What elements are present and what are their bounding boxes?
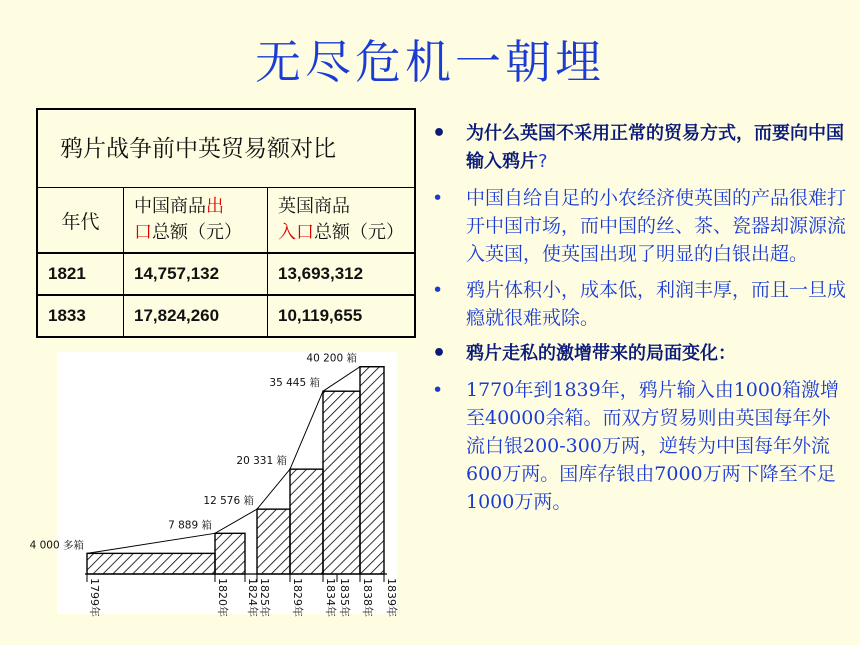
row-uk-import: 10,119,655 [278, 306, 363, 325]
header-china-text1: 中国商品 [134, 196, 206, 217]
table-caption: 鸦片战争前中英贸易额对比 [38, 110, 414, 188]
bar-5 [360, 367, 384, 574]
slide-title: 无尽危机一朝埋 [255, 35, 605, 89]
bullet-dot: • [432, 279, 444, 301]
tick-label: 1834年 [324, 578, 337, 617]
bar-value-label: 40 200 箱 [306, 352, 357, 365]
tick-label: 1829年 [291, 578, 304, 617]
bullet-dot: • [432, 121, 447, 146]
note-suffix: ? [538, 151, 548, 172]
header-uk-text1: 英国商品 [278, 196, 350, 217]
opium-chart-svg [29, 352, 398, 617]
bullet-dot: • [432, 379, 444, 401]
note-text: 1770年到1839年，鸦片输入由1000箱激增至40000余箱。而双方贸易则由英国每年外流白银200-300万两，逆转为中国每年外流600万两。国库存银由7000万两下降至不足1000万两。 [466, 379, 840, 513]
bullet-dot: • [432, 341, 447, 366]
header-china-red1: 出 [206, 196, 224, 217]
tick-label: 1839年 [385, 578, 398, 617]
tick-label: 1825年 [258, 578, 271, 617]
bar-value-label: 4 000 多箱 [29, 539, 84, 552]
tick-label: 1835年 [338, 578, 351, 617]
bar-value-label: 12 576 箱 [203, 495, 254, 508]
bar-value-label: 35 445 箱 [269, 377, 320, 390]
table-row [38, 254, 414, 296]
row-year: 1821 [38, 254, 124, 294]
row-china-export: 14,757,132 [124, 254, 268, 294]
note-reason-opium [428, 276, 848, 332]
opium-import-chart [29, 352, 398, 617]
note-changes-detail [428, 376, 848, 516]
bar-value-label: 20 331 箱 [236, 455, 287, 468]
bullet-dot: • [432, 187, 444, 209]
row-china-export: 17,824,260 [124, 296, 268, 336]
trade-comparison-table [36, 108, 416, 338]
header-china-red2: 口 [134, 222, 152, 243]
note-text: 鸦片体积小，成本低，利润丰厚，而且一旦成瘾就很难戒除。 [466, 279, 847, 329]
header-uk-text2: 总额（元） [314, 222, 404, 243]
header-china-text2: 总额（元） [152, 222, 242, 243]
note-text: 为什么英国不采用正常的贸易方式，而要向中国输入鸦片 [466, 123, 844, 172]
row-year: 1833 [38, 296, 124, 336]
header-year: 年代 [38, 188, 124, 252]
bar-3 [290, 469, 323, 574]
note-reason-economy [428, 184, 848, 268]
note-question [428, 120, 848, 176]
header-china-export [124, 188, 268, 252]
bar-1 [215, 533, 245, 574]
tick-label: 1838年 [361, 578, 374, 617]
row-uk-import: 13,693,312 [278, 264, 364, 283]
bullet-notes [428, 120, 848, 524]
tick-label: 1820年 [216, 578, 229, 617]
note-changes-heading [428, 340, 848, 368]
note-text: 中国自给自足的小农经济使英国的产品很难打开中国市场，而中国的丝、茶、瓷器却源源流入英国，使英国出现了明显的白银出超。 [466, 187, 847, 265]
header-uk-red: 入口 [278, 222, 314, 243]
bar-value-label: 7 889 箱 [168, 519, 212, 532]
bar-0 [87, 553, 215, 574]
note-text: 鸦片走私的激增带来的局面变化： [466, 343, 736, 364]
table-header-row [38, 188, 414, 254]
bar-2 [257, 509, 290, 574]
table-row [38, 296, 414, 336]
header-uk-import [268, 188, 414, 252]
bar-4 [323, 391, 360, 574]
tick-label: 1824年 [246, 578, 259, 617]
tick-label: 1799年 [88, 578, 101, 617]
